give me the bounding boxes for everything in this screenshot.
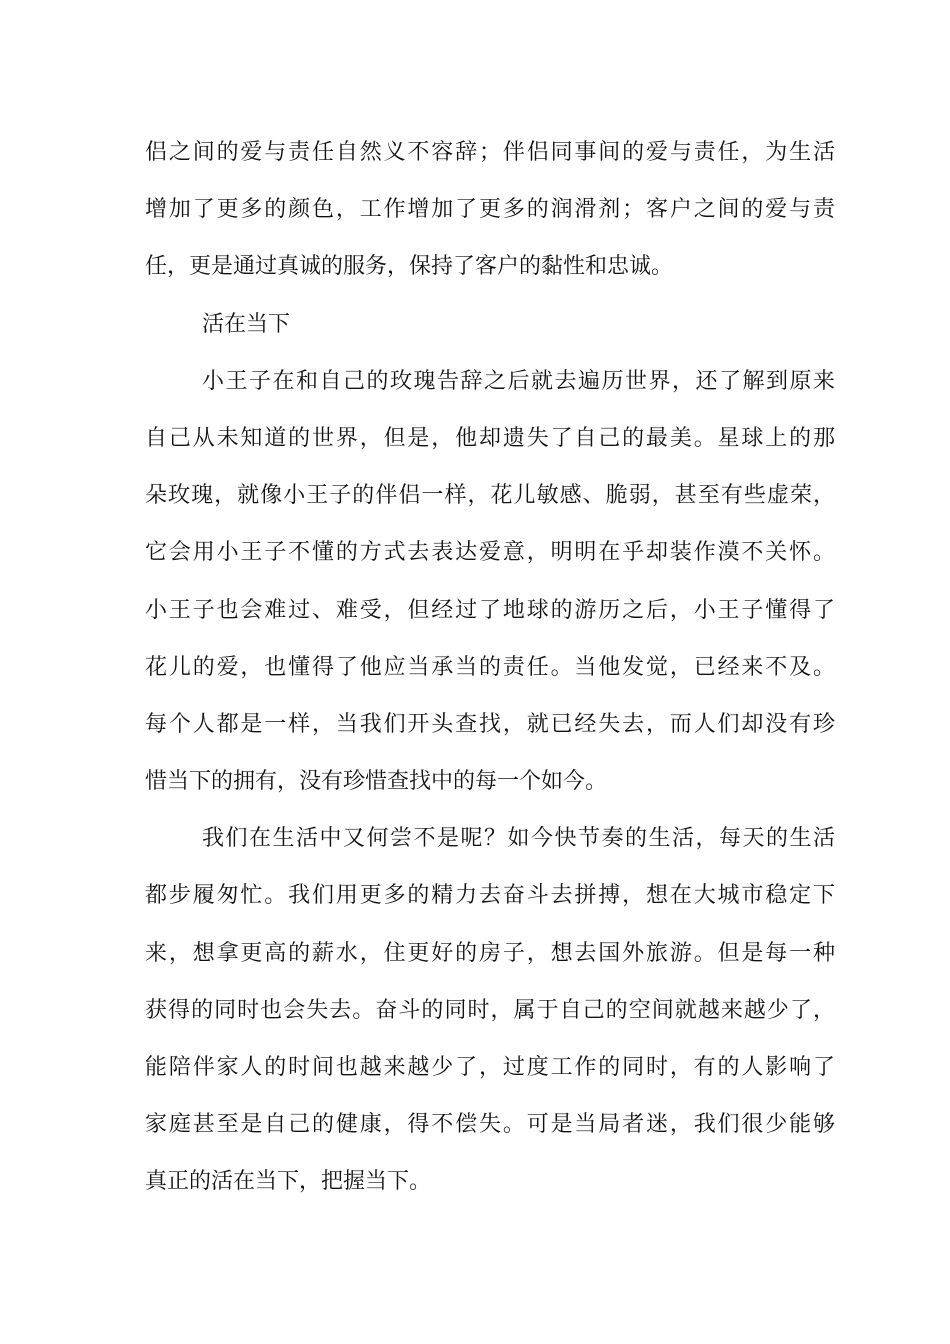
text-line: 朵玫瑰，就像小王子的伴侣一样，花儿敏感、脆弱，甚至有些虚荣， <box>145 483 835 509</box>
text-line: 它会用小王子不懂的方式去表达爱意，明明在乎却装作漠不关怀。 <box>145 540 835 566</box>
text-line: 小王子在和自己的玫瑰告辞之后就去遍历世界，还了解到原来 <box>202 368 835 394</box>
text-line: 小王子也会难过、难受，但经过了地球的游历之后，小王子懂得了 <box>145 597 835 623</box>
text-line: 自己从未知道的世界，但是，他却遗失了自己的最美。星球上的那 <box>145 425 835 451</box>
text-line: 来，想拿更高的薪水，住更好的房子，想去国外旅游。但是每一种 <box>145 940 835 966</box>
text-line: 真正的活在当下，把握当下。 <box>145 1169 432 1195</box>
body-text <box>145 124 835 1211</box>
text-line: 任，更是通过真诚的服务，保持了客户的黏性和忠诚。 <box>145 254 674 280</box>
text-line: 惜当下的拥有，没有珍惜查找中的每一个如今。 <box>145 769 608 795</box>
text-line: 每个人都是一样，当我们开头查找，就已经失去，而人们却没有珍 <box>145 711 835 737</box>
text-line: 获得的同时也会失去。奋斗的同时，属于自己的空间就越来越少了， <box>145 997 835 1023</box>
text-line: 增加了更多的颜色，工作增加了更多的润滑剂；客户之间的爱与责 <box>145 197 835 223</box>
text-line: 都步履匆忙。我们用更多的精力去奋斗去拼搏，想在大城市稳定下 <box>145 883 835 909</box>
text-line: 能陪伴家人的时间也越来越少了，过度工作的同时，有的人影响了 <box>145 1055 835 1080</box>
text-line: 我们在生活中又何尝不是呢？如今快节奏的生活，每天的生活 <box>202 826 835 852</box>
text-line: 家庭甚至是自己的健康，得不偿失。可是当局者迷，我们很少能够 <box>145 1112 835 1138</box>
text-line: 花儿的爱，也懂得了他应当承当的责任。当他发觉，已经来不及。 <box>145 654 835 680</box>
text-line: 侣之间的爱与责任自然义不容辞；伴侣同事间的爱与责任，为生活 <box>145 140 835 165</box>
section-heading: 活在当下 <box>202 311 291 337</box>
